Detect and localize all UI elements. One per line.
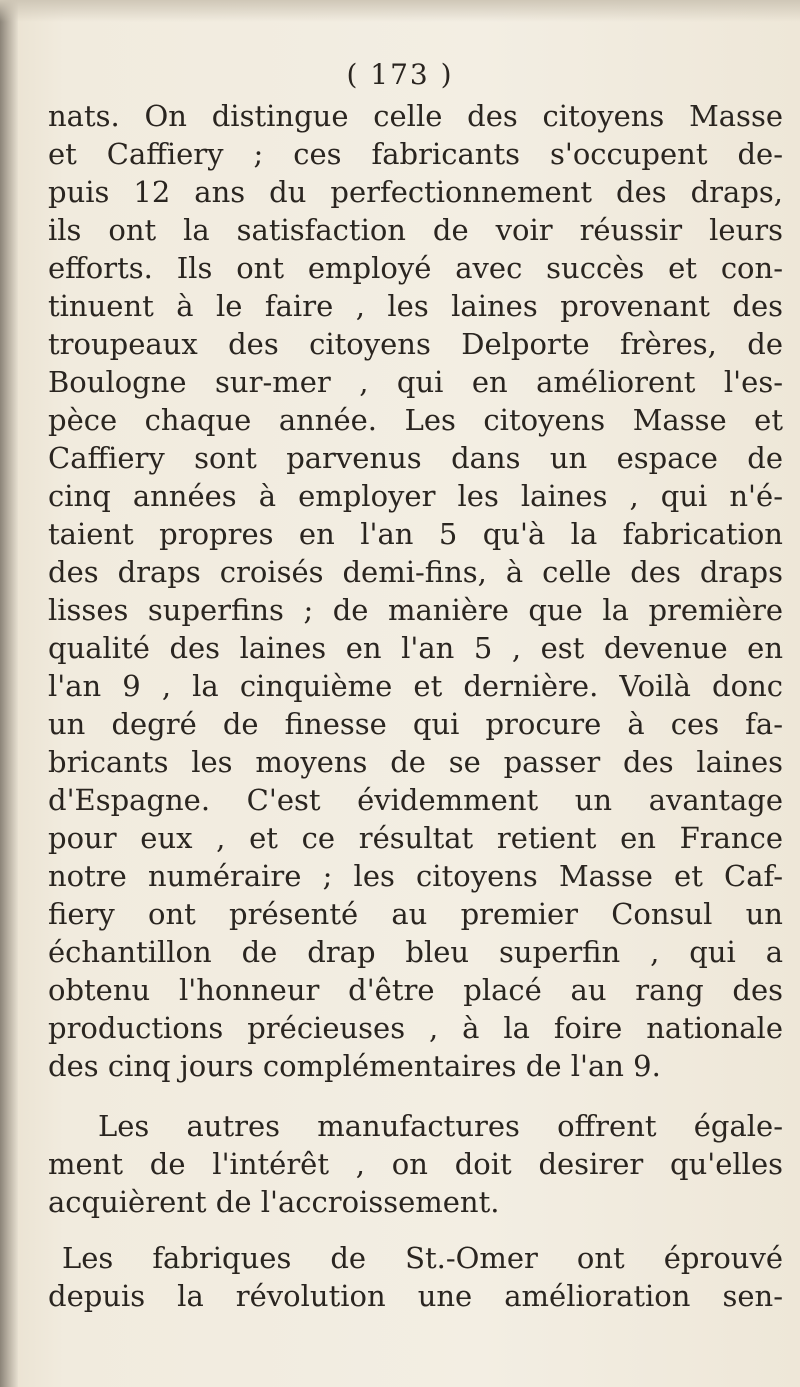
page-top-shadow: [0, 0, 800, 22]
text-line: ment de l'intérêt , on doit desirer qu'elles: [48, 1147, 783, 1181]
text-line: troupeaux des citoyens Delporte frères, de: [48, 327, 783, 361]
text-line: tinuent à le faire , les laines provenant des: [48, 289, 783, 323]
text-line: efforts. Ils ont employé avec succès et con-: [48, 251, 783, 285]
text-line: ils ont la satisfaction de voir réussir leurs: [48, 213, 783, 247]
text-line: puis 12 ans du perfectionnement des draps,: [48, 175, 783, 209]
text-line: obtenu l'honneur d'être placé au rang des: [48, 973, 783, 1007]
text-line: pèce chaque année. Les citoyens Masse et: [48, 403, 783, 437]
text-line: lisses superfins ; de manière que la première: [48, 593, 783, 627]
page-number: ( 173 ): [346, 58, 454, 91]
text-line: d'Espagne. C'est évidemment un avantage: [48, 783, 783, 817]
text-line: des cinq jours complémentaires de l'an 9.: [48, 1049, 661, 1083]
text-line: Boulogne sur-mer , qui en améliorent l'es-: [48, 365, 783, 399]
text-line: un degré de finesse qui procure à ces fa-: [48, 707, 783, 741]
text-line: Les autres manufactures offrent égale-: [98, 1109, 783, 1143]
text-line: fiery ont présenté au premier Consul un: [48, 897, 783, 931]
text-line: pour eux , et ce résultat retient en France: [48, 821, 783, 855]
text-line: qualité des laines en l'an 5 , est devenue en: [48, 631, 783, 665]
text-line: échantillon de drap bleu superfin , qui a: [48, 935, 783, 969]
text-line: cinq années à employer les laines , qui n'é-: [48, 479, 783, 513]
text-line: productions précieuses , à la foire nationale: [48, 1011, 783, 1045]
text-line: nats. On distingue celle des citoyens Masse: [48, 99, 783, 133]
text-line: l'an 9 , la cinquième et dernière. Voilà donc: [48, 669, 783, 703]
text-line: depuis la révolution une amélioration sen-: [48, 1279, 783, 1313]
text-line: Caffiery sont parvenus dans un espace de: [48, 441, 783, 475]
text-line: notre numéraire ; les citoyens Masse et Caf-: [48, 859, 783, 893]
text-line: taient propres en l'an 5 qu'à la fabrication: [48, 517, 783, 551]
text-line: et Caffiery ; ces fabricants s'occupent de-: [48, 137, 783, 171]
text-line: acquièrent de l'accroissement.: [48, 1185, 500, 1219]
text-line: des draps croisés demi-fins, à celle des draps: [48, 555, 783, 589]
text-line: bricants les moyens de se passer des laines: [48, 745, 783, 779]
book-spine-shadow: [0, 0, 18, 1387]
text-line: Les fabriques de St.-Omer ont éprouvé: [62, 1241, 783, 1275]
